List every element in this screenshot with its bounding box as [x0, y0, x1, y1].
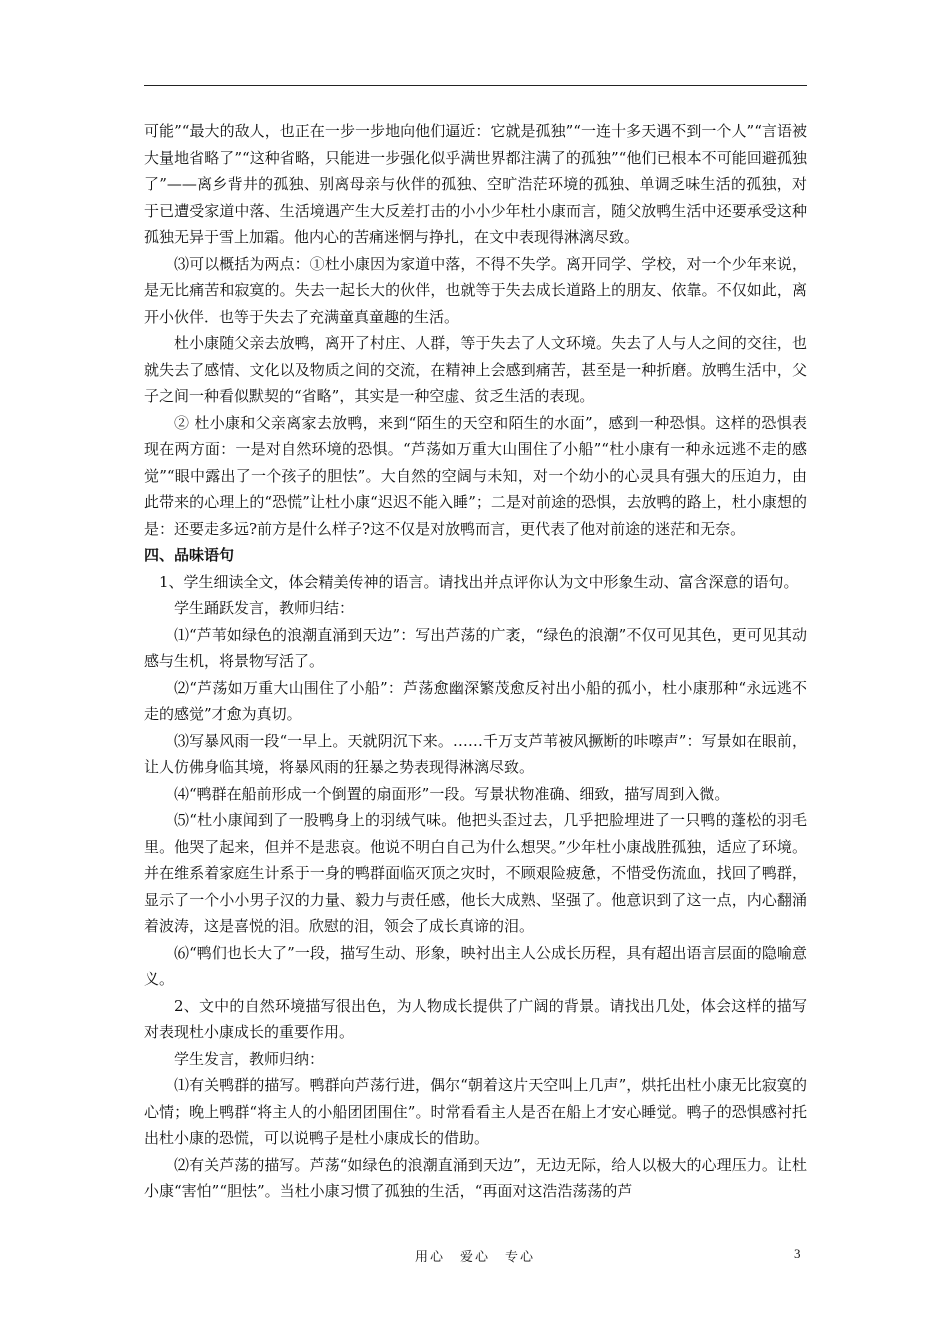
paragraph: 2、文中的自然环境描写很出色，为人物成长提供了广阔的背景。请找出几处，体会这样的描写对表现杜小康成长的重要作用。: [144, 996, 807, 1041]
page-number: 3: [794, 1246, 801, 1261]
paragraph: 学生踊跃发言，教师归结：: [174, 599, 355, 617]
paragraph: ⑵“芦荡如万重大山围住了小船”：芦荡愈幽深繁茂愈反衬出小船的孤小，杜小康那种“永远逃不走的感觉”才愈为真切。: [144, 678, 807, 723]
paragraph: ⑵有关芦荡的描写。芦荡“如绿色的浪潮直涌到天边”，无边无际，给人以极大的心理压力。让杜小康“害怕”“胆怯”。当杜小康习惯了孤独的生活，“再面对这浩浩荡荡的芦: [144, 1155, 807, 1200]
section-heading: 四、品味语句: [144, 546, 235, 564]
paragraph: 可能”“最大的敌人，也正在一步一步地向他们逼近：它就是孤独”“一连十多天遇不到一个人”“言语被大量地省略了”“这种省略，只能进一步强化似乎满世界都注满了的孤独”“他们已根本不可能回避孤独了”——离乡背井的孤独、别离母亲与伙伴的孤独、空旷浩茫环境的孤独、单调乏味生活的孤独，对于已遭受家道中落、生活境遇产生大反差打击的小小少年杜小康而言，随父放鸭生活中还要承受这种孤独无异于雪上加霜。他内心的苦痛迷惘与挣扎，在文中表现得淋漓尽致。: [144, 122, 807, 246]
document-body: [144, 118, 807, 1205]
paragraph: ⑹“鸭们也长大了”一段，描写生动、形象，映衬出主人公成长历程，具有超出语言层面的隐喻意义。: [144, 943, 807, 988]
paragraph: 学生发言，教师归纳：: [174, 1049, 325, 1068]
paragraph: ② 杜小康和父亲离家去放鸭，来到“陌生的天空和陌生的水面”，感到一种恐惧。这样的恐惧表现在两方面：一是对自然环境的恐惧。“芦荡如万重大山围住了小船”“杜小康有一种永远逃不走的感觉”“眼中露出了一个孩子的胆怯”。大自然的空阔与未知，对一个幼小的心灵具有强大的压迫力，由此带来的心理上的“恐慌”让杜小康“迟迟不能入睡”；二是对前途的恐惧，去放鸭的路上，杜小康想的是：还要走多远?前方是什么样子?这不仅是对放鸭而言，更代表了他对前途的迷茫和无奈。: [144, 413, 807, 538]
paragraph: ⑸“杜小康闻到了一股鸭身上的羽绒气味。他把头歪过去，几乎把脸埋进了一只鸭的蓬松的羽毛里。他哭了起来，但并不是悲哀。他说不明白自己为什么想哭。”少年杜小康战胜孤独，适应了环境。并在维系着家庭生计系于一身的鸭群面临灭顶之灾时，不顾艰险疲惫，不惜受伤流血，找回了鸭群，显示了一个小小男子汉的力量、毅力与责任感，他长大成熟、坚强了。他意识到了这一点，内心翻涌着波涛，这是喜悦的泪。欣慰的泪，领会了成长真谛的泪。: [144, 811, 807, 935]
paragraph: ⑶可以概括为两点：①杜小康因为家道中落，不得不失学。离开同学、学校，对一个少年来说，是无比痛苦和寂寞的。失去一起长大的伙伴，也就等于失去成长道路上的朋友、依靠。不仅如此，离开小伙伴．也等于失去了充满童真童趣的生活。: [144, 254, 807, 326]
paragraph: ⑴“芦苇如绿色的浪潮直涌到天边”：写出芦荡的广袤，“绿色的浪潮”不仅可见其色，更可见其动感与生机，将景物写活了。: [144, 625, 807, 670]
paragraph: ⑴有关鸭群的描写。鸭群向芦荡行进，偶尔“朝着这片天空叫上几声”，烘托出杜小康无比寂寞的心情；晚上鸭群“将主人的小船团团围住”。时常看看主人是否在船上才安心睡觉。鸭子的恐惧感衬托出杜小康的恐慌，可以说鸭子是杜小康成长的借助。: [144, 1076, 807, 1147]
paragraph: ⑶写暴风雨一段“一早上。天就阴沉下来。……千万支芦苇被风撅断的咔嚓声”：写景如在眼前，让人仿佛身临其境，将暴风雨的狂暴之势表现得淋漓尽致。: [144, 731, 807, 776]
paragraph: 杜小康随父亲去放鸭，离开了村庄、人群，等于失去了人文环境。失去了人与人之间的交往，也就失去了感情、文化以及物质之间的交流，在精神上会感到痛苦，甚至是一种折磨。放鸭生活中，父子之间一种看似默契的“省略”，其实是一种空虚、贫乏生活的表现。: [144, 334, 807, 405]
paragraph: ⑷“鸭群在船前形成一个倒置的扇面形”一段。写景状物准确、细致，描写周到入微。: [174, 784, 730, 803]
header-rule: [144, 85, 807, 86]
footer-motto: 用心 爱心 专心: [414, 1250, 535, 1265]
paragraph: 1、学生细读全文，体会精美传神的语言。请找出并点评你认为文中形象生动、富含深意的语句。: [159, 572, 799, 591]
